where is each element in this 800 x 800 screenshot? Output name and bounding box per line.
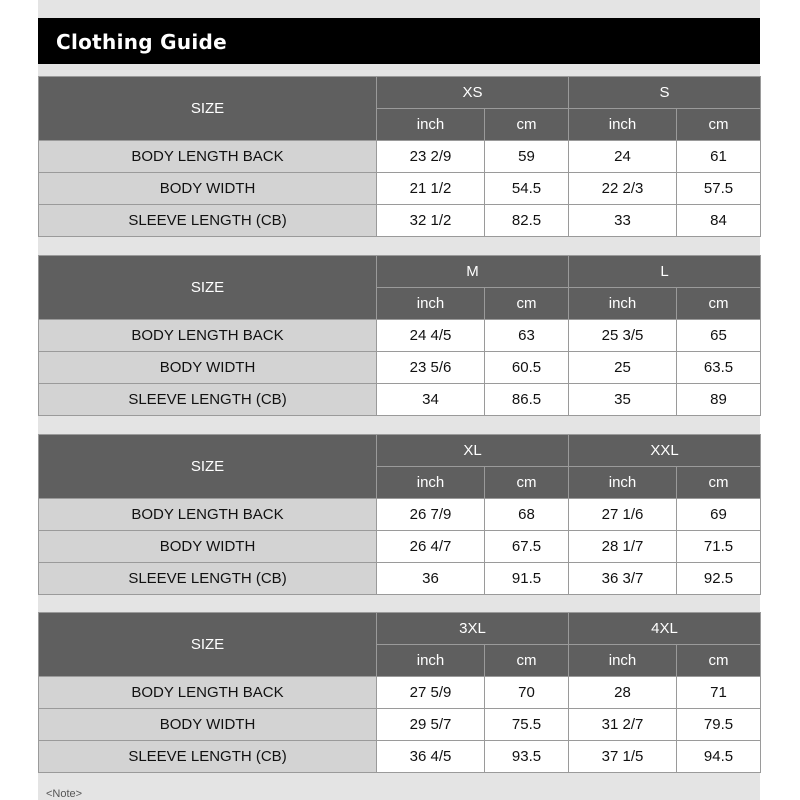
unit-cell: cm bbox=[485, 645, 569, 677]
unit-cell: inch bbox=[377, 645, 485, 677]
unit-cell: inch bbox=[377, 467, 485, 499]
measurement-label: BODY WIDTH bbox=[39, 173, 377, 205]
unit-cell: inch bbox=[569, 288, 677, 320]
measurement-label: BODY LENGTH BACK bbox=[39, 320, 377, 352]
measurement-value: 31 2/7 bbox=[569, 709, 677, 741]
table-row bbox=[39, 531, 761, 563]
size-name-cell: M bbox=[377, 256, 569, 288]
measurement-value: 69 bbox=[677, 499, 761, 531]
measurement-value: 71.5 bbox=[677, 531, 761, 563]
measurement-label: SLEEVE LENGTH (CB) bbox=[39, 741, 377, 773]
measurement-value: 61 bbox=[677, 141, 761, 173]
size-table bbox=[38, 434, 761, 595]
measurement-value: 91.5 bbox=[485, 563, 569, 595]
measurement-value: 84 bbox=[677, 205, 761, 237]
table-row bbox=[39, 141, 761, 173]
table-row bbox=[39, 709, 761, 741]
measurement-value: 25 bbox=[569, 352, 677, 384]
size-name-cell: XL bbox=[377, 435, 569, 467]
size-header-row bbox=[39, 435, 761, 467]
measurement-value: 24 4/5 bbox=[377, 320, 485, 352]
unit-cell: cm bbox=[677, 645, 761, 677]
measurement-value: 36 bbox=[377, 563, 485, 595]
clothing-guide-page bbox=[38, 0, 760, 800]
size-header-cell: SIZE bbox=[39, 256, 377, 320]
table-row bbox=[39, 677, 761, 709]
measurement-value: 54.5 bbox=[485, 173, 569, 205]
measurement-value: 70 bbox=[485, 677, 569, 709]
measurement-value: 23 5/6 bbox=[377, 352, 485, 384]
size-header-cell: SIZE bbox=[39, 435, 377, 499]
unit-cell: cm bbox=[485, 467, 569, 499]
measurement-value: 24 bbox=[569, 141, 677, 173]
measurement-value: 25 3/5 bbox=[569, 320, 677, 352]
measurement-value: 93.5 bbox=[485, 741, 569, 773]
table-row bbox=[39, 320, 761, 352]
title-bar bbox=[38, 18, 760, 64]
measurement-value: 71 bbox=[677, 677, 761, 709]
unit-cell: cm bbox=[485, 109, 569, 141]
size-name-cell: XS bbox=[377, 77, 569, 109]
measurement-value: 35 bbox=[569, 384, 677, 416]
unit-cell: inch bbox=[569, 109, 677, 141]
measurement-label: SLEEVE LENGTH (CB) bbox=[39, 384, 377, 416]
measurement-value: 34 bbox=[377, 384, 485, 416]
measurement-value: 36 4/5 bbox=[377, 741, 485, 773]
table-row bbox=[39, 499, 761, 531]
measurement-label: SLEEVE LENGTH (CB) bbox=[39, 563, 377, 595]
size-header-row bbox=[39, 613, 761, 645]
measurement-label: BODY LENGTH BACK bbox=[39, 141, 377, 173]
unit-cell: cm bbox=[677, 288, 761, 320]
unit-cell: inch bbox=[377, 288, 485, 320]
size-header-cell: SIZE bbox=[39, 613, 377, 677]
measurement-label: BODY LENGTH BACK bbox=[39, 499, 377, 531]
measurement-value: 92.5 bbox=[677, 563, 761, 595]
measurement-value: 26 4/7 bbox=[377, 531, 485, 563]
size-name-cell: XXL bbox=[569, 435, 761, 467]
table-row bbox=[39, 205, 761, 237]
unit-cell: inch bbox=[377, 109, 485, 141]
unit-cell: cm bbox=[677, 109, 761, 141]
size-name-cell: S bbox=[569, 77, 761, 109]
size-header-row bbox=[39, 256, 761, 288]
measurement-label: BODY WIDTH bbox=[39, 531, 377, 563]
measurement-value: 33 bbox=[569, 205, 677, 237]
measurement-value: 28 1/7 bbox=[569, 531, 677, 563]
measurement-value: 68 bbox=[485, 499, 569, 531]
measurement-value: 82.5 bbox=[485, 205, 569, 237]
table-row bbox=[39, 173, 761, 205]
measurement-label: BODY WIDTH bbox=[39, 709, 377, 741]
measurement-value: 67.5 bbox=[485, 531, 569, 563]
measurement-value: 22 2/3 bbox=[569, 173, 677, 205]
size-name-cell: L bbox=[569, 256, 761, 288]
measurement-value: 37 1/5 bbox=[569, 741, 677, 773]
measurement-value: 79.5 bbox=[677, 709, 761, 741]
measurement-value: 28 bbox=[569, 677, 677, 709]
measurement-label: BODY WIDTH bbox=[39, 352, 377, 384]
measurement-value: 27 5/9 bbox=[377, 677, 485, 709]
measurement-label: SLEEVE LENGTH (CB) bbox=[39, 205, 377, 237]
size-header-row bbox=[39, 77, 761, 109]
measurement-value: 57.5 bbox=[677, 173, 761, 205]
measurement-value: 89 bbox=[677, 384, 761, 416]
measurement-value: 60.5 bbox=[485, 352, 569, 384]
measurement-value: 63.5 bbox=[677, 352, 761, 384]
unit-cell: inch bbox=[569, 645, 677, 677]
note-label: <Note> bbox=[46, 788, 83, 800]
table-row bbox=[39, 563, 761, 595]
unit-cell: cm bbox=[677, 467, 761, 499]
measurement-value: 32 1/2 bbox=[377, 205, 485, 237]
measurement-value: 27 1/6 bbox=[569, 499, 677, 531]
unit-cell: cm bbox=[485, 288, 569, 320]
measurement-value: 86.5 bbox=[485, 384, 569, 416]
size-table bbox=[38, 255, 761, 416]
size-table bbox=[38, 76, 761, 237]
size-name-cell: 4XL bbox=[569, 613, 761, 645]
measurement-value: 59 bbox=[485, 141, 569, 173]
measurement-value: 75.5 bbox=[485, 709, 569, 741]
measurement-value: 94.5 bbox=[677, 741, 761, 773]
unit-cell: inch bbox=[569, 467, 677, 499]
table-row bbox=[39, 352, 761, 384]
measurement-label: BODY LENGTH BACK bbox=[39, 677, 377, 709]
table-row bbox=[39, 741, 761, 773]
table-row bbox=[39, 384, 761, 416]
size-table bbox=[38, 612, 761, 773]
measurement-value: 36 3/7 bbox=[569, 563, 677, 595]
measurement-value: 21 1/2 bbox=[377, 173, 485, 205]
measurement-value: 63 bbox=[485, 320, 569, 352]
measurement-value: 65 bbox=[677, 320, 761, 352]
size-header-cell: SIZE bbox=[39, 77, 377, 141]
page-title: Clothing Guide bbox=[56, 30, 228, 54]
measurement-value: 23 2/9 bbox=[377, 141, 485, 173]
measurement-value: 29 5/7 bbox=[377, 709, 485, 741]
size-name-cell: 3XL bbox=[377, 613, 569, 645]
measurement-value: 26 7/9 bbox=[377, 499, 485, 531]
